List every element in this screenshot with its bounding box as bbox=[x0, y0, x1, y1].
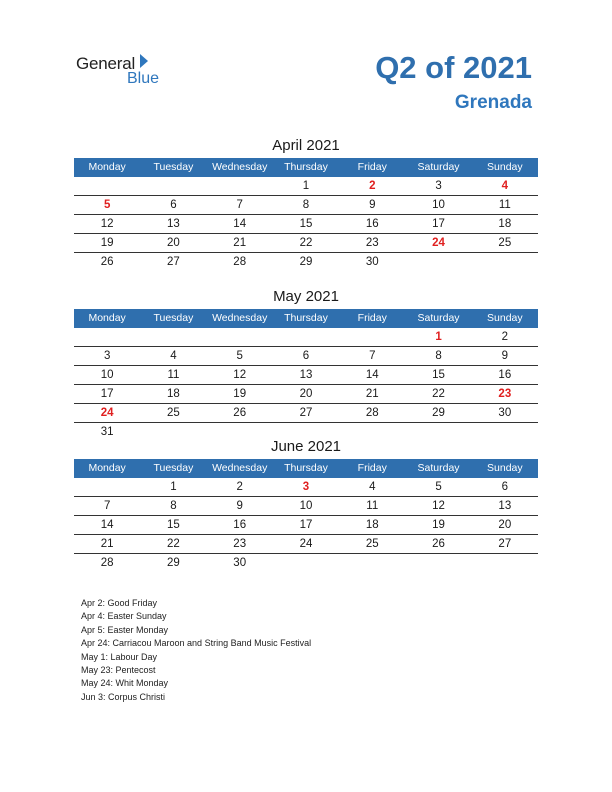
day-cell: 8 bbox=[170, 500, 177, 512]
logo-blue-text: Blue bbox=[127, 70, 160, 87]
holiday-day-cell: 2 bbox=[369, 180, 376, 192]
weekday-label: Sunday bbox=[487, 312, 523, 324]
weekday-label: Wednesday bbox=[212, 161, 268, 173]
week-row bbox=[74, 177, 538, 196]
day-cell: 6 bbox=[170, 199, 177, 211]
day-cell: 6 bbox=[302, 350, 310, 362]
day-cell: 25 bbox=[365, 538, 379, 550]
weekday-label: Saturday bbox=[417, 462, 460, 474]
generalblue-logo bbox=[76, 52, 186, 92]
day-cell: 22 bbox=[432, 388, 445, 400]
day-cell: 28 bbox=[100, 557, 114, 569]
holiday-day-cell: 3 bbox=[302, 481, 310, 493]
holiday-day-cell: 24 bbox=[100, 407, 114, 419]
day-cell: 27 bbox=[167, 256, 180, 268]
country-subtitle: Grenada bbox=[454, 92, 532, 113]
day-cell: 13 bbox=[167, 218, 180, 230]
weekday-label: Saturday bbox=[417, 161, 460, 173]
day-cell: 5 bbox=[236, 350, 243, 362]
day-cell bbox=[405, 253, 471, 271]
weekday-label: Monday bbox=[88, 161, 126, 173]
day-cell: 11 bbox=[498, 199, 511, 211]
holiday-day-cell: 5 bbox=[103, 199, 111, 211]
day-cell: 29 bbox=[167, 557, 180, 569]
day-cell: 9 bbox=[236, 500, 243, 512]
day-cell: 7 bbox=[103, 500, 111, 512]
day-cell bbox=[140, 177, 206, 195]
day-cell: 2 bbox=[501, 331, 509, 343]
weekday-label: Saturday bbox=[417, 312, 460, 324]
day-cell bbox=[140, 328, 206, 346]
day-cell bbox=[273, 328, 339, 346]
day-cell: 13 bbox=[498, 500, 512, 512]
day-cell bbox=[273, 554, 339, 572]
weekday-label: Thursday bbox=[284, 161, 328, 173]
day-cell: 18 bbox=[167, 388, 180, 400]
month-calendar bbox=[74, 287, 538, 441]
weekday-label: Sunday bbox=[487, 161, 523, 173]
month-calendar bbox=[74, 136, 538, 271]
day-cell bbox=[74, 328, 140, 346]
day-cell: 17 bbox=[100, 388, 114, 400]
day-cell: 22 bbox=[299, 237, 313, 249]
day-cell: 8 bbox=[302, 199, 310, 211]
day-cell: 20 bbox=[167, 237, 180, 249]
holiday-note: May 24: Whit Monday bbox=[81, 678, 169, 689]
day-cell: 29 bbox=[432, 407, 445, 419]
day-cell: 16 bbox=[233, 519, 247, 531]
day-cell: 3 bbox=[103, 350, 111, 362]
day-cell: 28 bbox=[233, 256, 247, 268]
weekday-label: Friday bbox=[357, 462, 387, 474]
day-cell: 15 bbox=[432, 369, 445, 381]
holiday-note: Apr 4: Easter Sunday bbox=[81, 611, 167, 622]
week-row bbox=[74, 478, 538, 497]
day-cell: 10 bbox=[299, 500, 313, 512]
day-cell: 21 bbox=[100, 538, 114, 550]
day-cell: 7 bbox=[236, 199, 243, 211]
day-cell: 10 bbox=[432, 199, 445, 211]
day-cell: 9 bbox=[369, 199, 376, 211]
day-cell: 30 bbox=[365, 256, 379, 268]
day-cell: 1 bbox=[170, 481, 177, 493]
month-title: June 2021 bbox=[270, 438, 342, 455]
weekday-label: Friday bbox=[357, 312, 387, 324]
day-cell: 2 bbox=[236, 481, 243, 493]
holiday-day-cell: 23 bbox=[498, 388, 512, 400]
day-cell: 19 bbox=[233, 388, 247, 400]
day-cell: 11 bbox=[167, 369, 180, 381]
day-cell: 21 bbox=[365, 388, 379, 400]
week-row bbox=[74, 253, 538, 271]
day-cell: 26 bbox=[233, 407, 247, 419]
weekday-header-row bbox=[74, 459, 538, 478]
day-cell bbox=[74, 177, 140, 195]
month-calendar bbox=[74, 437, 538, 572]
day-cell: 16 bbox=[365, 218, 379, 230]
day-cell: 19 bbox=[100, 237, 114, 249]
holiday-day-cell: 4 bbox=[501, 180, 509, 192]
day-cell: 12 bbox=[100, 218, 114, 230]
day-cell: 27 bbox=[299, 407, 313, 419]
day-cell: 23 bbox=[365, 237, 379, 249]
day-cell: 25 bbox=[498, 237, 512, 249]
logo-triangle-icon bbox=[140, 54, 148, 68]
day-cell: 1 bbox=[302, 180, 310, 192]
week-row bbox=[74, 516, 538, 535]
day-cell bbox=[405, 554, 471, 572]
day-cell: 4 bbox=[170, 350, 177, 362]
holiday-note: May 1: Labour Day bbox=[81, 651, 158, 662]
day-cell bbox=[74, 478, 140, 496]
week-row bbox=[74, 234, 538, 253]
week-row bbox=[74, 328, 538, 347]
holiday-day-cell: 24 bbox=[432, 237, 445, 249]
weekday-label: Tuesday bbox=[153, 462, 194, 474]
day-cell: 6 bbox=[501, 481, 509, 493]
weekday-label: Monday bbox=[88, 312, 126, 324]
holiday-day-cell: 1 bbox=[435, 331, 442, 343]
day-cell: 30 bbox=[498, 407, 512, 419]
day-cell: 17 bbox=[299, 519, 313, 531]
day-cell: 16 bbox=[498, 369, 512, 381]
day-cell bbox=[339, 328, 405, 346]
weekday-label: Friday bbox=[357, 161, 387, 173]
day-cell: 30 bbox=[233, 557, 247, 569]
day-cell: 18 bbox=[498, 218, 512, 230]
day-cell: 4 bbox=[369, 481, 376, 493]
day-cell: 25 bbox=[167, 407, 180, 419]
day-cell: 5 bbox=[435, 481, 442, 493]
day-cell: 10 bbox=[100, 369, 114, 381]
day-cell: 3 bbox=[435, 180, 442, 192]
week-row bbox=[74, 404, 538, 423]
page-title: Q2 of 2021 bbox=[375, 50, 532, 85]
day-cell: 22 bbox=[167, 538, 180, 550]
weekday-label: Wednesday bbox=[212, 462, 268, 474]
logo-general-text: General bbox=[76, 54, 136, 73]
day-cell bbox=[472, 554, 538, 572]
weekday-header-row bbox=[74, 309, 538, 328]
day-cell: 27 bbox=[498, 538, 512, 550]
weekday-label: Monday bbox=[88, 462, 126, 474]
weekday-label: Tuesday bbox=[153, 161, 194, 173]
day-cell: 7 bbox=[369, 350, 376, 362]
day-cell bbox=[339, 554, 405, 572]
day-cell bbox=[472, 253, 538, 271]
day-cell: 14 bbox=[233, 218, 247, 230]
day-cell: 28 bbox=[365, 407, 379, 419]
day-cell: 21 bbox=[233, 237, 247, 249]
week-row bbox=[74, 347, 538, 366]
week-row bbox=[74, 366, 538, 385]
day-cell: 19 bbox=[432, 519, 445, 531]
holiday-note: May 23: Pentecost bbox=[81, 665, 156, 676]
weekday-label: Wednesday bbox=[212, 312, 268, 324]
weekday-label: Sunday bbox=[487, 462, 523, 474]
day-cell: 15 bbox=[167, 519, 180, 531]
month-title: April 2021 bbox=[272, 137, 340, 154]
week-row bbox=[74, 215, 538, 234]
day-cell: 18 bbox=[365, 519, 379, 531]
day-cell bbox=[207, 328, 273, 346]
day-cell: 11 bbox=[366, 500, 379, 512]
week-row bbox=[74, 497, 538, 516]
weekday-label: Thursday bbox=[284, 462, 328, 474]
holiday-note: Apr 24: Carriacou Maroon and String Band Music Festival bbox=[81, 638, 312, 649]
weekday-label: Tuesday bbox=[153, 312, 194, 324]
week-row bbox=[74, 196, 538, 215]
weekday-header-row bbox=[74, 158, 538, 177]
day-cell: 9 bbox=[501, 350, 509, 362]
day-cell: 15 bbox=[299, 218, 313, 230]
holiday-note: Apr 5: Easter Monday bbox=[81, 624, 169, 635]
month-title: May 2021 bbox=[273, 288, 339, 305]
day-cell: 26 bbox=[100, 256, 114, 268]
day-cell: 12 bbox=[233, 369, 247, 381]
holiday-note: Apr 2: Good Friday bbox=[81, 598, 158, 608]
weekday-label: Thursday bbox=[284, 312, 328, 324]
day-cell: 29 bbox=[299, 256, 313, 268]
day-cell: 24 bbox=[299, 538, 313, 550]
day-cell: 31 bbox=[100, 426, 114, 438]
day-cell: 23 bbox=[233, 538, 247, 550]
day-cell: 26 bbox=[432, 538, 445, 550]
holiday-notes bbox=[81, 597, 311, 704]
day-cell: 20 bbox=[299, 388, 313, 400]
holiday-note: Jun 3: Corpus Christi bbox=[81, 691, 166, 702]
week-row bbox=[74, 385, 538, 404]
day-cell: 17 bbox=[432, 218, 445, 230]
day-cell: 14 bbox=[100, 519, 114, 531]
day-cell: 14 bbox=[365, 369, 379, 381]
day-cell: 20 bbox=[498, 519, 512, 531]
day-cell: 8 bbox=[435, 350, 442, 362]
day-cell bbox=[207, 177, 273, 195]
week-row bbox=[74, 554, 538, 572]
day-cell: 12 bbox=[432, 500, 445, 512]
day-cell: 13 bbox=[299, 369, 313, 381]
week-row bbox=[74, 535, 538, 554]
